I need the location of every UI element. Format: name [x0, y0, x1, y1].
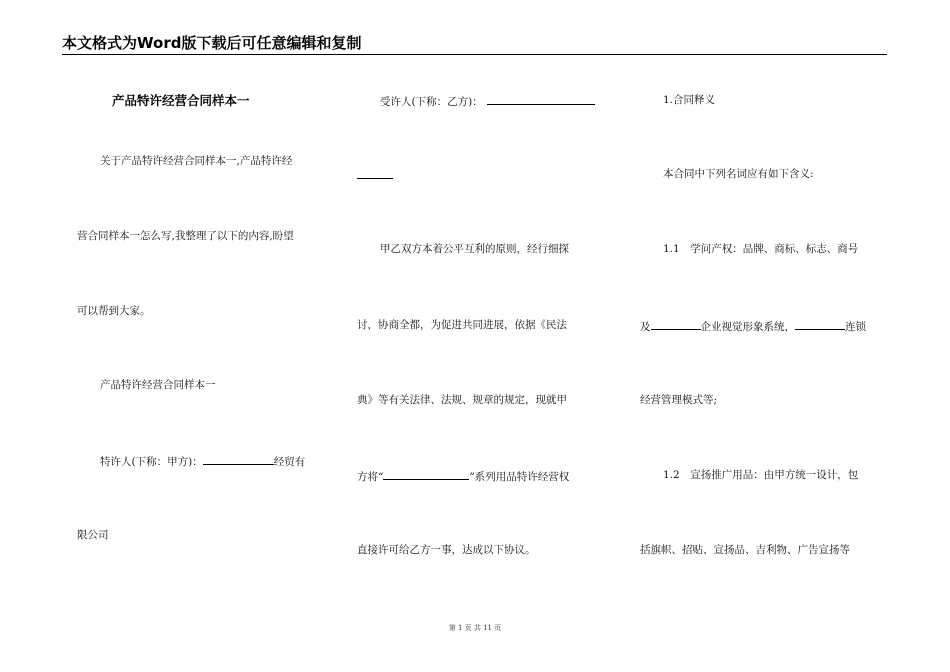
col2-line-6 — [357, 468, 569, 484]
licensee-name-blank — [487, 93, 595, 105]
col3-line-4-end: 连锁 — [845, 321, 866, 333]
col1-paragraph-1-line-2: 营合同样本一怎么写,我整理了以下的内容,盼望 — [77, 230, 294, 242]
col3-line-7: 括旗帜、招贴、宣扬品、吉利物、广告宣扬等 — [640, 544, 850, 556]
licensor-suffix: 经贸有 — [273, 456, 306, 468]
col2-line-6-start: 方将“ — [357, 471, 384, 483]
col1-paragraph-1-line-3: 可以帮到大家。 — [77, 305, 151, 317]
col2-licensee-line — [380, 93, 595, 109]
page-number: 第 1 页 共 11 页 — [448, 624, 502, 632]
col3-clause-1-1: 1.1 学问产权：品牌、商标、标志、商号 — [663, 243, 859, 255]
col3-line-4-start: 及 — [640, 321, 651, 333]
col3-line-2: 本合同中下列名词应有如下含义: — [663, 168, 814, 180]
col2-line-3: 甲乙双方本着公平互利的原则，经行细探 — [380, 243, 569, 255]
header-notice: 本文格式为Word版下载后可任意编辑和复制 — [62, 34, 362, 52]
col1-licensor-line — [100, 453, 305, 469]
col3-line-5: 经营管理模式等; — [640, 394, 718, 406]
col2-line-6-end: ”系列用品特许经营权 — [469, 471, 570, 483]
col1-licensor-line-2: 限公司 — [77, 529, 109, 541]
licensor-label: 特许人(下称：甲方)： — [100, 456, 203, 468]
brand-blank-2 — [795, 318, 845, 330]
document-title: 产品特许经营合同样本一 — [112, 93, 250, 108]
col2-line-5: 典》等有关法律、法规、规章的规定，现就甲 — [357, 394, 567, 406]
col2-licensee-blank-continuation — [357, 167, 393, 183]
col3-section-heading: 1.合同释义 — [663, 94, 716, 106]
licensee-name-blank-2 — [357, 167, 393, 179]
col3-line-4 — [640, 318, 866, 334]
document-header — [62, 34, 887, 55]
col1-paragraph-1-line-1: 关于产品特许经营合同样本一,产品特许经 — [100, 155, 293, 167]
licensee-label: 受许人(下称：乙方)： — [380, 96, 483, 108]
licensor-name-blank — [203, 453, 274, 465]
col2-line-4: 讨，协商全都，为促进共同进展，依据《民法 — [357, 319, 567, 331]
product-series-blank — [383, 468, 469, 480]
col3-line-4-middle: 企业视觉形象系统， — [700, 321, 795, 333]
col1-subtitle: 产品特许经营合同样本一 — [100, 379, 216, 391]
col2-line-7: 直接许可给乙方一事，达成以下协议。 — [357, 544, 536, 556]
brand-blank-1 — [651, 318, 701, 330]
col3-clause-1-2: 1.2 宣扬推广用品：由甲方统一设计，包 — [663, 469, 859, 481]
